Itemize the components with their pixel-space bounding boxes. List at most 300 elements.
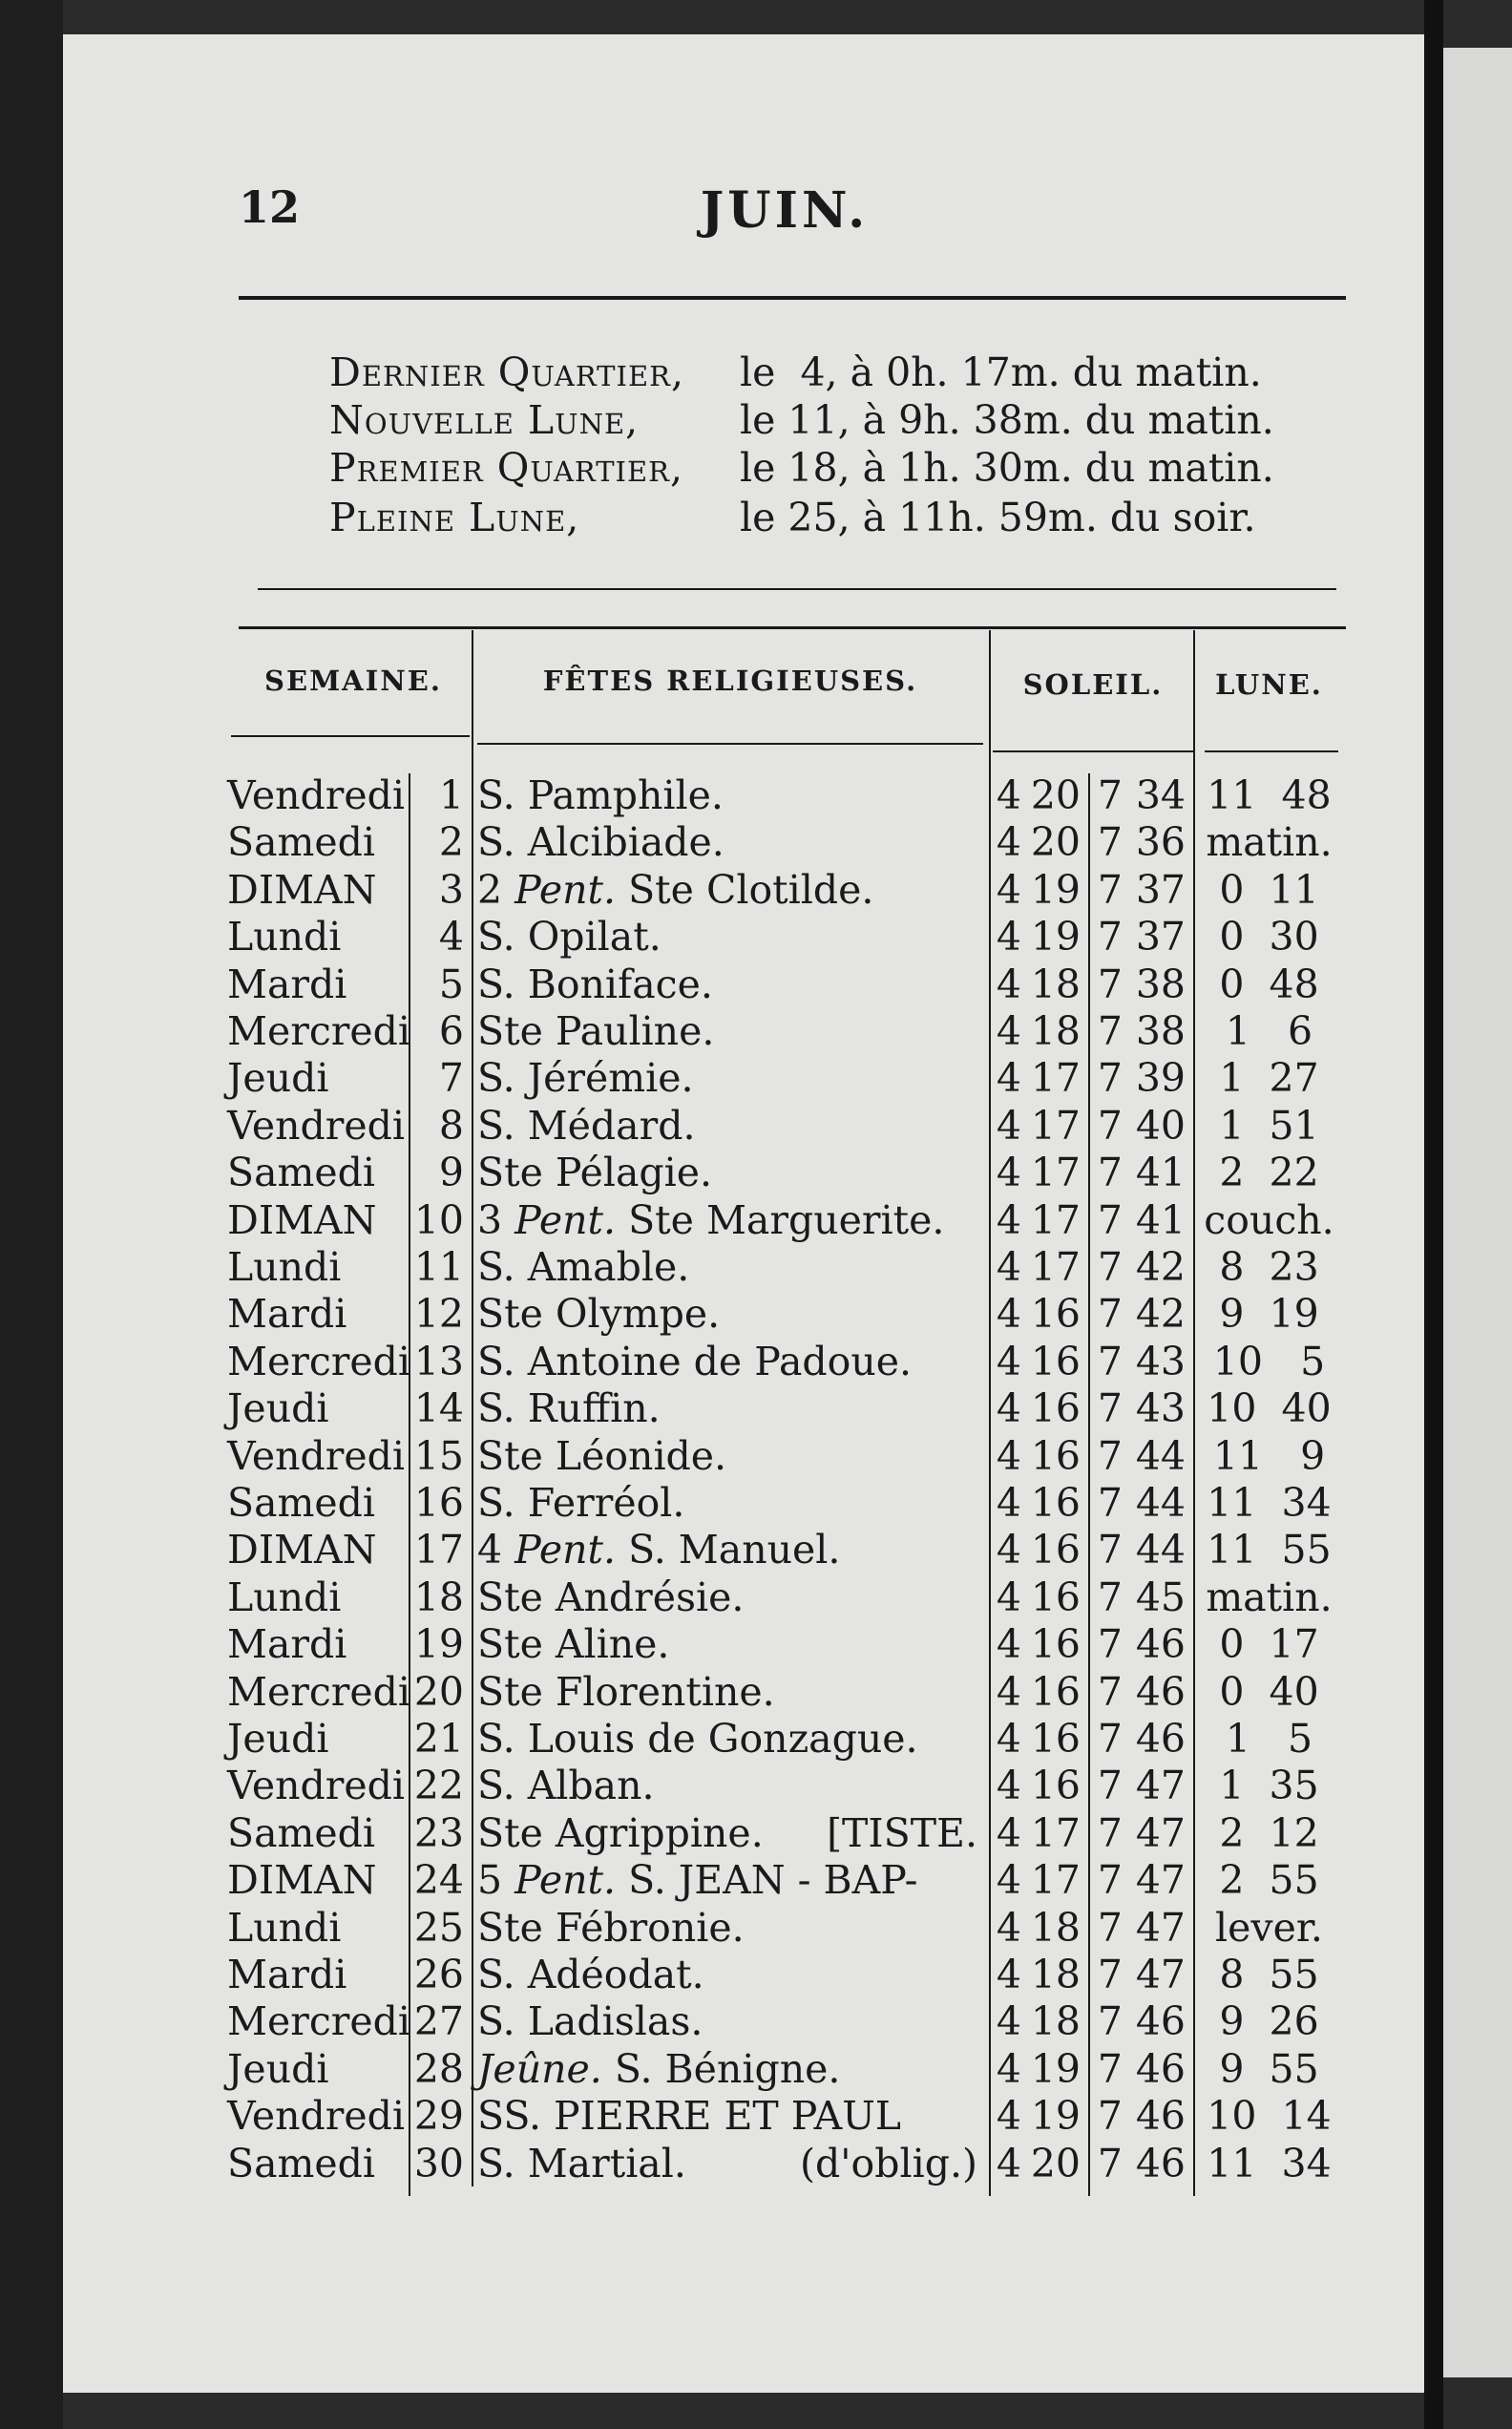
date-cell: 16 [413,1480,464,1526]
sunset-minute: 46 [1135,1716,1186,1762]
weekday-cell: DIMAN [227,1196,377,1243]
header-semaine: SEMAINE. [264,665,442,697]
table-row [0,1856,1512,1904]
phase-name: Pleine Lune, [329,495,580,540]
sunset-hour: 7 [1097,1196,1123,1243]
feast-name: Ste Pélagie. [477,1150,713,1196]
phase-line [329,445,1274,491]
header-rule [477,743,983,745]
date-cell: 1 [438,772,464,818]
date-cell: 23 [413,1809,464,1856]
table-row [0,2092,1512,2140]
feast-cell [477,1856,977,1904]
header-fetes: FÊTES RELIGIEUSES. [542,665,918,697]
sunrise-hour: 4 [996,1244,1021,1290]
sunset-minute: 43 [1135,1385,1186,1432]
feast-prefix: 3 [477,1196,515,1243]
feast-cell [477,961,977,1008]
feast-cell [477,1620,977,1668]
sunrise-minute: 18 [1030,961,1081,1007]
feast-cell [477,1809,977,1857]
feast-cell [477,1997,977,2045]
sunrise-minute: 20 [1030,772,1081,818]
weekday-cell: Mercredi [227,1998,411,2045]
sunset-minute: 45 [1135,1574,1186,1620]
table-row [0,1526,1512,1574]
sunset-hour: 7 [1097,819,1123,866]
table-row [0,818,1512,866]
weekday-cell: DIMAN [227,1527,377,1574]
moon-cell: 8 55 [1219,1952,1319,1997]
moon-cell: 2 22 [1219,1150,1319,1196]
header-rule [1205,750,1338,752]
sunset-minute: 40 [1135,1102,1186,1149]
sunrise-minute: 16 [1030,1574,1081,1620]
sunrise-minute: 17 [1030,1055,1081,1102]
table-row [0,1384,1512,1432]
sunrise-hour: 4 [996,1196,1021,1243]
sunrise-minute: 16 [1030,1338,1081,1384]
table-row [0,1243,1512,1291]
table-row [0,1338,1512,1385]
feast-note: [TISTE. [827,1809,977,1856]
header-rule [231,735,470,737]
sunset-minute: 41 [1135,1150,1186,1196]
table-row [0,1007,1512,1055]
weekday-cell: Mardi [227,1952,347,1997]
table-row [0,866,1512,914]
date-cell: 6 [438,1008,464,1054]
sunrise-minute: 16 [1030,1291,1081,1338]
sunrise-minute: 19 [1030,2045,1081,2092]
moon-cell: 11 55 [1207,1527,1332,1574]
sunset-hour: 7 [1097,1432,1123,1479]
sunrise-minute: 17 [1030,1150,1081,1196]
page-title: JUIN. [700,181,870,240]
date-cell: 10 [413,1196,464,1243]
feast-cell [477,1054,977,1102]
date-cell: 17 [413,1527,464,1574]
sunset-hour: 7 [1097,1668,1123,1715]
feast-note: (d'oblig.) [800,2140,977,2186]
weekday-cell: Vendredi [227,1432,405,1479]
sunset-hour: 7 [1097,1716,1123,1762]
feast-cell [477,1243,977,1291]
sunrise-hour: 4 [996,1385,1021,1432]
phase-detail: le 25, à 11h. 59m. du soir. [740,495,1256,540]
sunrise-minute: 17 [1030,1244,1081,1290]
feast-name: S. Alcibiade. [477,819,724,866]
weekday-cell: DIMAN [227,1857,377,1904]
sunrise-minute: 16 [1030,1716,1081,1762]
table-row [0,1904,1512,1952]
moon-cell: 11 9 [1212,1432,1326,1479]
sunset-hour: 7 [1097,1527,1123,1574]
sunrise-hour: 4 [996,1716,1021,1762]
sunrise-minute: 20 [1030,2140,1081,2186]
feast-cell [477,2092,977,2140]
header-rule [993,750,1193,752]
table-row [0,2045,1512,2093]
sunset-hour: 7 [1097,1480,1123,1526]
sunset-minute: 46 [1135,2045,1186,2092]
sunset-minute: 42 [1135,1291,1186,1338]
weekday-cell: Vendredi [227,2093,405,2140]
feast-name: S. Ferréol. [477,1480,685,1526]
sunset-minute: 47 [1135,1904,1186,1951]
feast-name: Ste Léonide. [477,1432,727,1479]
sunrise-hour: 4 [996,1055,1021,1102]
sunrise-hour: 4 [996,1998,1021,2045]
moon-cell: lever. [1215,1904,1323,1951]
feast-prefix: 5 [477,1857,515,1904]
date-cell: 11 [413,1244,464,1290]
header-soleil: SOLEIL. [1022,668,1164,701]
moon-cell: 11 34 [1207,2140,1332,2186]
date-cell: 4 [438,914,464,961]
feast-name: Ste Agrippine. [477,1809,764,1856]
feast-name: Ste Clotilde. [616,866,874,913]
moon-cell: 0 17 [1219,1621,1319,1668]
header-lune: LUNE. [1215,668,1323,701]
date-cell: 20 [413,1668,464,1715]
phase-detail: le 11, à 9h. 38m. du matin. [740,397,1274,443]
weekday-cell: Jeudi [227,1385,329,1432]
feast-name: SS. PIERRE ET PAUL [477,2093,901,2140]
sunset-minute: 44 [1135,1527,1186,1574]
feast-cell [477,1668,977,1716]
phase-line [329,495,1256,540]
sunset-minute: 36 [1135,819,1186,866]
weekday-cell: Lundi [227,1904,342,1951]
sunset-hour: 7 [1097,1952,1123,1997]
moon-cell: 10 14 [1207,2093,1332,2140]
feast-cell [477,866,977,914]
sunset-minute: 47 [1135,1809,1186,1856]
sunrise-hour: 4 [996,1527,1021,1574]
table-row [0,771,1512,819]
weekday-cell: Mercredi [227,1008,411,1054]
feast-name: S. Jérémie. [477,1055,694,1102]
table-row [0,1574,1512,1621]
feast-name: S. Martial. [477,2140,686,2186]
date-cell: 13 [413,1338,464,1384]
weekday-cell: Jeudi [227,1055,329,1102]
sunset-hour: 7 [1097,1338,1123,1384]
feast-prefix: 4 [477,1527,515,1574]
sunrise-minute: 19 [1030,866,1081,913]
table-row [0,913,1512,961]
feast-name: S. Louis de Gonzague. [477,1716,918,1762]
weekday-cell: Samedi [227,1480,376,1526]
moon-cell: 8 23 [1219,1244,1319,1290]
sunrise-hour: 4 [996,2045,1021,2092]
feast-name: Ste Florentine. [477,1668,775,1715]
sunrise-minute: 19 [1030,914,1081,961]
sunset-minute: 43 [1135,1338,1186,1384]
feast-name: Ste Pauline. [477,1008,715,1054]
weekday-cell: Jeudi [227,2045,329,2092]
sunrise-hour: 4 [996,1857,1021,1904]
weekday-cell: Mardi [227,1291,347,1338]
sunset-minute: 47 [1135,1952,1186,1997]
weekday-cell: Mercredi [227,1668,411,1715]
sunrise-hour: 4 [996,772,1021,818]
table-row [0,1149,1512,1196]
moon-cell: 0 30 [1219,914,1319,961]
moon-cell: 9 26 [1219,1998,1319,2045]
sunrise-hour: 4 [996,1338,1021,1384]
feast-prefix: 2 [477,866,515,913]
sunrise-minute: 17 [1030,1857,1081,1904]
sunrise-hour: 4 [996,1952,1021,1997]
date-cell: 18 [413,1574,464,1620]
table-row [0,1951,1512,1998]
feast-name: S. Pamphile. [477,772,724,818]
date-cell: 12 [413,1291,464,1338]
table-row [0,961,1512,1008]
feast-italic: Pent. [514,866,617,913]
sunset-minute: 47 [1135,1763,1186,1809]
sunset-hour: 7 [1097,1904,1123,1951]
phase-line [329,397,1274,443]
sunrise-minute: 16 [1030,1668,1081,1715]
table-row [0,1479,1512,1527]
sunrise-hour: 4 [996,1904,1021,1951]
weekday-cell: Vendredi [227,1763,405,1809]
sunrise-minute: 18 [1030,1904,1081,1951]
weekday-cell: Samedi [227,1809,376,1856]
sunset-hour: 7 [1097,1998,1123,2045]
moon-cell: 10 40 [1207,1385,1332,1432]
date-cell: 14 [413,1385,464,1432]
feast-name: S. Antoine de Padoue. [477,1338,913,1384]
sunrise-minute: 16 [1030,1385,1081,1432]
sunset-minute: 38 [1135,1008,1186,1054]
feast-cell [477,1479,977,1527]
title-rule [239,296,1346,300]
sunrise-hour: 4 [996,2093,1021,2140]
moon-cell: 10 5 [1212,1338,1326,1384]
sunset-minute: 41 [1135,1196,1186,1243]
phase-name: Dernier Quartier, [329,349,685,395]
date-cell: 2 [438,819,464,866]
table-row [0,1715,1512,1763]
sunrise-minute: 18 [1030,1008,1081,1054]
weekday-cell: Mercredi [227,1338,411,1384]
feast-italic: Pent. [514,1196,617,1243]
sunrise-minute: 17 [1030,1196,1081,1243]
feast-cell [477,1290,977,1338]
feast-name: Ste Fébronie. [477,1904,745,1951]
feast-name: S. Manuel. [616,1527,841,1574]
phase-detail: le 18, à 1h. 30m. du matin. [740,445,1274,491]
moon-cell: 2 55 [1219,1857,1319,1904]
sunset-hour: 7 [1097,1102,1123,1149]
sunset-hour: 7 [1097,1385,1123,1432]
date-cell: 26 [413,1952,464,1997]
sunset-minute: 46 [1135,1621,1186,1668]
date-cell: 21 [413,1716,464,1762]
weekday-cell: Mardi [227,961,347,1007]
sunrise-minute: 16 [1030,1432,1081,1479]
feast-name: Ste Marguerite. [616,1196,945,1243]
weekday-cell: Vendredi [227,772,405,818]
table-row [0,1054,1512,1102]
feast-cell [477,1384,977,1432]
moon-cell: 1 6 [1225,1008,1313,1054]
feast-name: Ste Andrésie. [477,1574,745,1620]
sunrise-hour: 4 [996,819,1021,866]
feast-name: S. Ruffin. [477,1385,661,1432]
weekday-cell: Jeudi [227,1716,329,1762]
sunset-hour: 7 [1097,1055,1123,1102]
sunset-hour: 7 [1097,2093,1123,2140]
date-cell: 19 [413,1621,464,1668]
date-cell: 15 [413,1432,464,1479]
sunrise-hour: 4 [996,1621,1021,1668]
sunset-hour: 7 [1097,1621,1123,1668]
sunset-hour: 7 [1097,2140,1123,2186]
feast-name: S. Médard. [477,1102,696,1149]
sunset-hour: 7 [1097,1008,1123,1054]
date-cell: 28 [413,2045,464,2092]
feast-cell [477,1196,977,1244]
moon-cell: 0 40 [1219,1668,1319,1715]
feast-cell [477,1007,977,1055]
phase-detail: le 4, à 0h. 17m. du matin. [740,349,1262,395]
sunrise-minute: 16 [1030,1763,1081,1809]
table-row [0,1809,1512,1857]
table-row [0,1668,1512,1716]
table-top-rule [239,626,1346,629]
sunset-minute: 46 [1135,1998,1186,2045]
feast-cell [477,2140,977,2187]
sunset-hour: 7 [1097,1291,1123,1338]
table-row [0,1997,1512,2045]
sunset-minute: 46 [1135,2140,1186,2186]
weekday-cell: Lundi [227,914,342,961]
feast-name: S. Boniface. [477,961,713,1007]
sunrise-minute: 16 [1030,1480,1081,1526]
sunset-minute: 44 [1135,1480,1186,1526]
sunrise-hour: 4 [996,961,1021,1007]
moon-cell: 9 19 [1219,1291,1319,1338]
sunrise-minute: 16 [1030,1527,1081,1574]
date-cell: 7 [438,1055,464,1102]
moon-cell: 1 51 [1219,1102,1319,1149]
table-row [0,1762,1512,1809]
phase-name: Nouvelle Lune, [329,397,640,443]
sunrise-hour: 4 [996,2140,1021,2186]
sunrise-hour: 4 [996,1668,1021,1715]
feast-name: S. JEAN - BAP- [616,1857,918,1904]
sunset-hour: 7 [1097,1244,1123,1290]
sunrise-hour: 4 [996,914,1021,961]
moon-cell: 1 5 [1225,1716,1313,1762]
weekday-cell: DIMAN [227,866,377,913]
sunrise-hour: 4 [996,1574,1021,1620]
feast-name: S. Adéodat. [477,1952,704,1997]
sunset-minute: 42 [1135,1244,1186,1290]
sunrise-hour: 4 [996,1763,1021,1809]
sunset-minute: 47 [1135,1857,1186,1904]
sunset-minute: 46 [1135,2093,1186,2140]
feast-cell [477,1338,977,1385]
table-row [0,1620,1512,1668]
sunset-hour: 7 [1097,1809,1123,1856]
weekday-cell: Mardi [227,1621,347,1668]
feast-cell [477,1715,977,1763]
table-row [0,2140,1512,2187]
table-row [0,1196,1512,1244]
feast-italic: Pent. [514,1527,617,1574]
sunrise-hour: 4 [996,1102,1021,1149]
feast-cell [477,1762,977,1809]
moon-cell: 0 48 [1219,961,1319,1007]
sunset-hour: 7 [1097,1763,1123,1809]
weekday-cell: Samedi [227,819,376,866]
sunrise-minute: 20 [1030,819,1081,866]
sunrise-hour: 4 [996,1291,1021,1338]
moon-cell: 2 12 [1219,1809,1319,1856]
feast-cell [477,1149,977,1196]
sunset-minute: 34 [1135,772,1186,818]
feast-name: S. Amable. [477,1244,690,1290]
sunset-hour: 7 [1097,914,1123,961]
weekday-cell: Samedi [227,1150,376,1196]
sunset-minute: 46 [1135,1668,1186,1715]
feast-cell [477,1904,977,1952]
feast-cell [477,1526,977,1574]
feast-cell [477,1432,977,1480]
feast-name: Ste Olympe. [477,1291,721,1338]
moon-cell: 9 55 [1219,2045,1319,2092]
sunrise-hour: 4 [996,1809,1021,1856]
date-cell: 5 [438,961,464,1007]
date-cell: 25 [413,1904,464,1951]
feast-cell [477,913,977,961]
page-number: 12 [239,181,301,233]
feast-italic: Pent. [514,1857,617,1904]
sunset-minute: 37 [1135,914,1186,961]
feast-name: Ste Aline. [477,1621,670,1668]
sunrise-minute: 17 [1030,1809,1081,1856]
sunset-hour: 7 [1097,1574,1123,1620]
sunset-hour: 7 [1097,1857,1123,1904]
moon-cell: 11 34 [1207,1480,1332,1526]
date-cell: 22 [413,1763,464,1809]
feast-name: S. Bénigne. [601,2045,841,2092]
weekday-cell: Lundi [227,1574,342,1620]
sunrise-minute: 19 [1030,2093,1081,2140]
moon-cell: matin. [1206,819,1333,866]
date-cell: 27 [413,1998,464,2045]
feast-name: S. Alban. [477,1763,655,1809]
table-row [0,1432,1512,1480]
moon-cell: 1 35 [1219,1763,1319,1809]
date-cell: 30 [413,2140,464,2186]
moon-cell: couch. [1204,1196,1334,1243]
sunset-hour: 7 [1097,866,1123,913]
feast-cell [477,818,977,866]
phases-rule [258,588,1336,590]
weekday-cell: Samedi [227,2140,376,2186]
sunrise-hour: 4 [996,1432,1021,1479]
sunrise-minute: 16 [1030,1621,1081,1668]
date-cell: 24 [413,1857,464,1904]
sunset-hour: 7 [1097,1150,1123,1196]
